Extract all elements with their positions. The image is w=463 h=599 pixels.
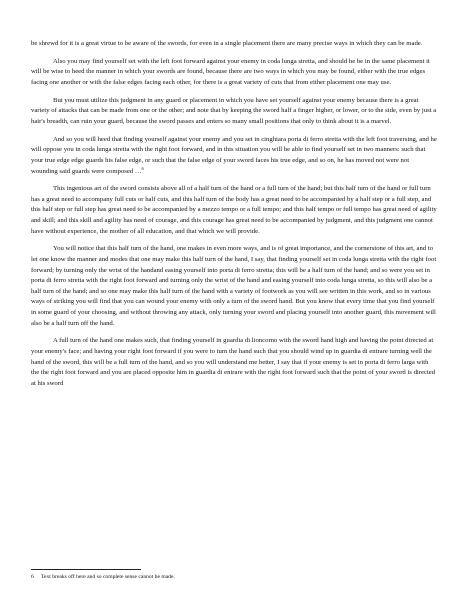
footnote-divider — [31, 569, 141, 570]
footnote-reference[interactable]: 6 — [141, 165, 144, 171]
body-text — [31, 39, 437, 397]
paragraph-1: be shrewd for it is a great virtue to be aware of the swords, for even in a single placement there are many precise ways in which they can be made. — [31, 40, 423, 47]
paragraph-6: You will notice that this half turn of the hand, one makes in even more ways, and is of great importance, and the cornerstone of this art, and to let one know the manner and modes that one may make this half turn of the hand, I say, that finding yourself set in coda lunga stretta with the right foot forward; by turning only the wrist of the handand easing yourself into porta di ferro stretta; this will be a half turn of the hand; and so were you set in porta di ferro stretta with the right foot forward and turning only the wrist of the hand and easing yourself into coda lunga stretta, so this will also be a half turn of the hand; and so one may make this half turn of the hand with a variety of footwork as you will see written in this work, and so in various ways of striking you will find that you can wound your enemy with only a turn of the sword hand. But you know that every time that you find yourself in some guard of your choosing, and without throwing any attack, only turning your sword and placing yourself into another guard, this movement will also be a half turn off the hand. — [31, 245, 437, 327]
footnote-text: Text breaks off here and so complete sense cannot be made. — [41, 574, 175, 580]
paragraph-5: This ingenious art of the sword consists above all of a half turn of the hand or a full turn of the hand; but this half turn of the hand or full turn has a great need to accompany full cuts or half cuts, and this half turn of the body has a great need to be accompanied by a half step or a full step, and this half step or full step has great need to be accompanied by a mezzo tempo or a full tempo; and this half tempo or full tempo has great need of agility and skill; and this skill and agility has need of courage, and this courage has great need to be accompanied by judgment, and this judgment one cannot have without experience, the mother of all education, and that which we will provide. — [31, 185, 437, 235]
paragraph-3: But you must utilize this judgment in any guard or placement in which you have set yourself against your enemy because there is a great variety of attacks that can be made from one or the other; and note that by keeping the sword half a finger higher, or lower, or to the side, even by just a hair's breadth, can ruin your guard, because the sword passes and enters so many small positions that only to think about it is a marvel. — [31, 96, 437, 125]
paragraph-2: Also you may find yourself set with the left foot forward against your enemy in coda lunga stretta, and should he be in the same placement it will be wise to heed the manner in which your swords are found, because there are two ways in which you may be found, either with the true edges facing one another or with the false edges facing each other, for there is a great variety of cuts that from either placement one may use. — [31, 57, 430, 86]
paragraph-4: And so you will heed that finding yourself against your enemy and you set in cinghiara porta di ferro stretta with the left foot traversing, and he will oppose you in coda lunga stretta with the right foot forward, and in this situation you will be able to find yourself set in two manners: such that your true edge edge guards his false edge, or such that the false edge of your sword faces his true edge, and so on, he has moved not were not wounding said guards were composed …$^6$ — [31, 135, 437, 175]
footnote-number: 6 — [31, 574, 34, 580]
footnote — [31, 573, 437, 581]
paragraph-7: A full turn of the hand one makes such, that finding yourself in guardia di lioncorno with the sword hand high and having the point directed at your enemy's face; and having your right foot forward if you were to turn the hand such that you should wind up in guardia di entrare turning well the hand of the sword, this will be a full turn of the hand, and so you will understand me better, I say that if your enemy is set in porta di ferro larga with the the right foot forward and you are placed opposite him in guardia di entrare with the right foot forward such that the point of your sword is directed at his sword — [31, 337, 436, 387]
